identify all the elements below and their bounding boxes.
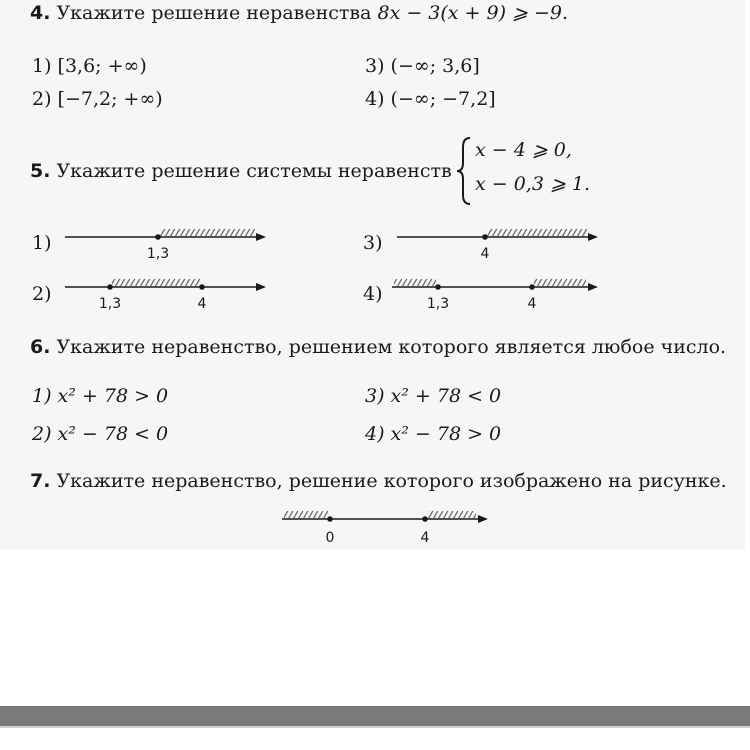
arrow-right-icon xyxy=(588,233,598,241)
question-5-title xyxy=(30,160,452,182)
point-marker xyxy=(482,234,488,240)
system-line-2: x − 0,3 ⩾ 1. xyxy=(475,173,591,195)
point-marker xyxy=(107,284,113,290)
q4-option-4[interactable]: 4) (−∞; −7,2] xyxy=(365,88,496,110)
question-7-number: 7. xyxy=(30,470,51,492)
tick-label: 4 xyxy=(197,296,207,312)
hatched-region xyxy=(112,279,200,286)
arrow-right-icon xyxy=(588,283,598,291)
tick-label: 4 xyxy=(480,246,490,262)
system-line-1: x − 4 ⩾ 0, xyxy=(475,139,572,161)
q7-number-line xyxy=(282,502,502,552)
arrow-right-icon xyxy=(256,283,266,291)
tick-label: 1,3 xyxy=(98,296,122,312)
question-7-text: Укажите неравенство, решение которого изображено на рисунке. xyxy=(56,470,727,492)
tick-label: 4 xyxy=(420,530,430,546)
q5-option-1-number-line xyxy=(60,218,280,268)
q4-option-3[interactable]: 3) (−∞; 3,6] xyxy=(365,55,480,77)
curly-brace-icon xyxy=(455,135,473,207)
q6-option-1[interactable]: 1) x² + 78 > 0 xyxy=(32,385,169,407)
question-7-title xyxy=(30,470,727,492)
point-marker xyxy=(435,284,441,290)
q4-option-1[interactable]: 1) [3,6; +∞) xyxy=(32,55,147,77)
q5-option-4-label[interactable]: 4) xyxy=(363,283,383,305)
inequality-system xyxy=(455,135,615,207)
hatched-region xyxy=(160,229,255,236)
q6-option-2[interactable]: 2) x² − 78 < 0 xyxy=(32,423,169,445)
tick-label: 1,3 xyxy=(426,296,450,312)
q6-option-4[interactable]: 4) x² − 78 > 0 xyxy=(365,423,502,445)
point-marker xyxy=(529,284,535,290)
q5-option-2-label[interactable]: 2) xyxy=(32,283,52,305)
hatched-region xyxy=(534,279,586,286)
arrow-right-icon xyxy=(256,233,266,241)
bottom-bar xyxy=(0,706,750,726)
q5-option-2-number-line xyxy=(60,268,280,318)
bottom-divider xyxy=(0,726,750,728)
q6-option-3[interactable]: 3) x² + 78 < 0 xyxy=(365,385,502,407)
q5-option-3-label[interactable]: 3) xyxy=(363,232,383,254)
question-6-number: 6. xyxy=(30,336,51,358)
question-5-text: Укажите решение системы неравенств xyxy=(56,160,452,182)
q5-option-4-number-line xyxy=(392,268,612,318)
point-marker xyxy=(199,284,205,290)
q5-option-3-number-line xyxy=(392,218,612,268)
point-marker xyxy=(327,516,333,522)
question-5-number: 5. xyxy=(30,160,51,182)
question-4-title xyxy=(30,2,568,24)
question-6-title xyxy=(30,336,726,358)
question-6-text: Укажите неравенство, решением которого является любое число. xyxy=(56,336,727,358)
question-4-text: Укажите решение неравенства xyxy=(56,2,372,24)
q5-option-1-label[interactable]: 1) xyxy=(32,232,52,254)
hatched-region xyxy=(394,279,436,286)
tick-label: 1,3 xyxy=(146,246,170,262)
hatched-region xyxy=(284,511,328,518)
point-marker xyxy=(155,234,161,240)
hatched-region xyxy=(428,511,476,518)
tick-label: 4 xyxy=(527,296,537,312)
tick-label: 0 xyxy=(325,530,335,546)
question-4-expression: 8x − 3(x + 9) ⩾ −9. xyxy=(377,2,569,24)
arrow-right-icon xyxy=(478,515,488,523)
q4-option-2[interactable]: 2) [−7,2; +∞) xyxy=(32,88,163,110)
question-4-number: 4. xyxy=(30,2,51,24)
point-marker xyxy=(422,516,428,522)
hatched-region xyxy=(487,229,587,236)
